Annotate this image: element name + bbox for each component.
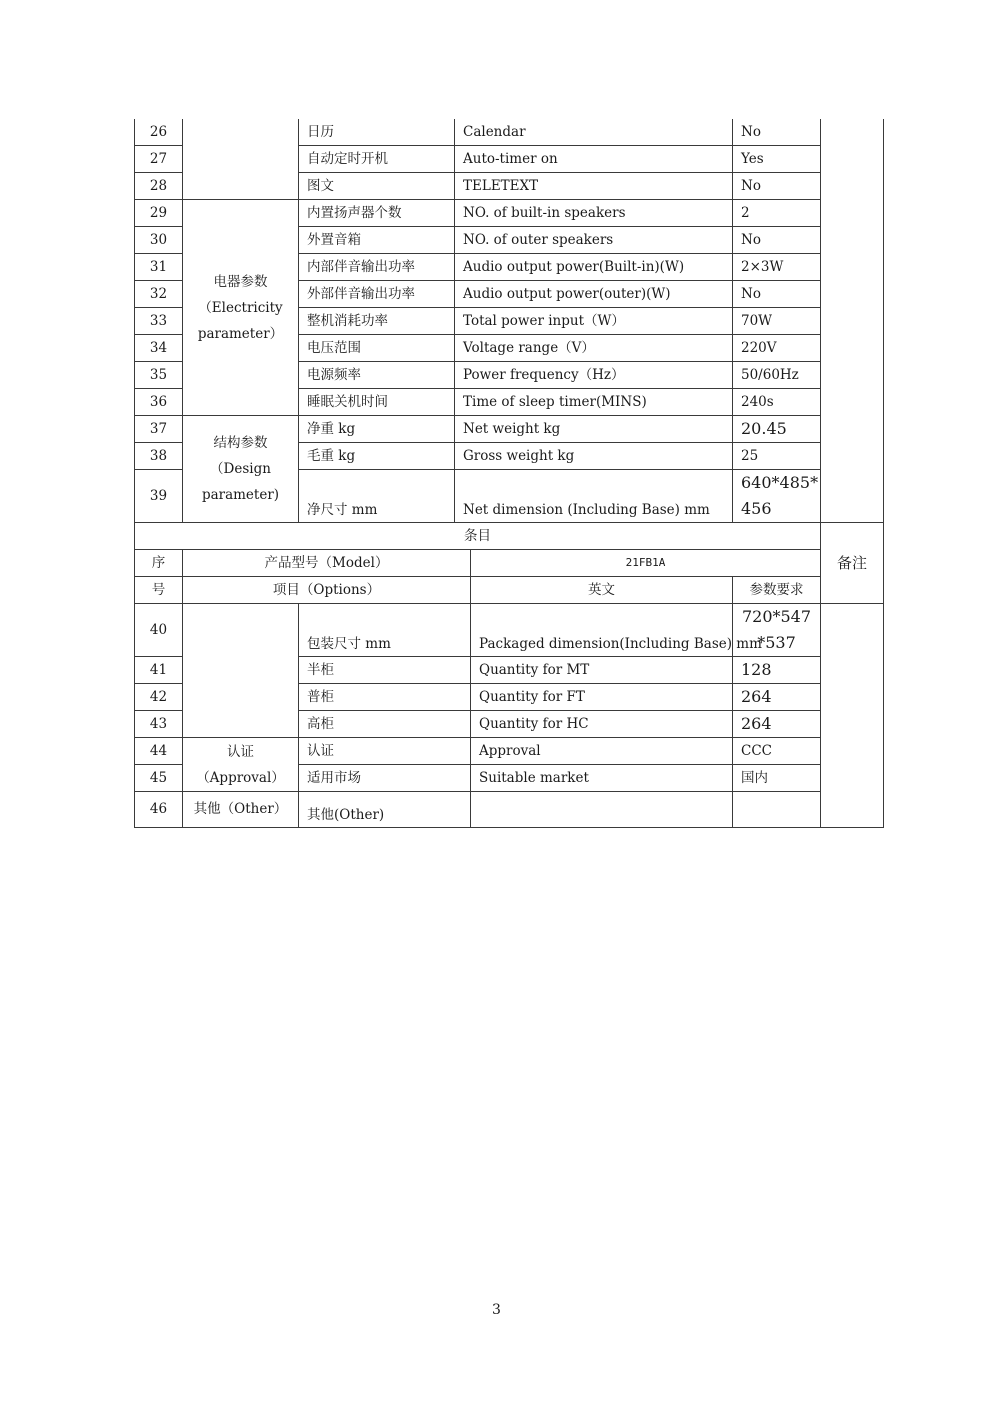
table-row bbox=[135, 200, 884, 227]
row-number: 43 bbox=[135, 711, 183, 738]
value-line-1: 720*547 bbox=[741, 607, 812, 626]
item-value: 20.45 bbox=[733, 416, 821, 443]
category-electricity bbox=[183, 200, 299, 416]
table-row bbox=[135, 738, 884, 765]
item-cn: 日历 bbox=[299, 119, 455, 146]
item-value bbox=[733, 470, 821, 523]
item-value: 国内 bbox=[733, 765, 821, 792]
category-cn: 电器参数 bbox=[213, 273, 268, 290]
category-en-1: （Electricity bbox=[198, 299, 283, 316]
model-value: 21FB1A bbox=[471, 550, 821, 577]
model-header-row bbox=[135, 550, 884, 577]
row-number: 45 bbox=[135, 765, 183, 792]
item-en: Quantity for HC bbox=[471, 711, 733, 738]
item-en: Gross weight kg bbox=[455, 443, 733, 470]
item-en bbox=[471, 792, 733, 828]
item-value: 2×3W bbox=[733, 254, 821, 281]
item-value bbox=[733, 792, 821, 828]
category-en-1: （Design bbox=[210, 461, 271, 477]
value-line-1: 640*485* bbox=[741, 473, 819, 492]
item-cn: 净重 kg bbox=[299, 416, 455, 443]
row-number: 28 bbox=[135, 173, 183, 200]
category-cell-empty bbox=[183, 604, 299, 738]
item-cn: 适用市场 bbox=[299, 765, 471, 792]
item-en: NO. of outer speakers bbox=[455, 227, 733, 254]
row-number: 46 bbox=[135, 792, 183, 828]
column-header-row bbox=[135, 577, 884, 604]
table-row bbox=[135, 792, 884, 828]
category-cn: 结构参数 bbox=[213, 435, 268, 451]
item-cn: 包装尺寸 mm bbox=[299, 604, 471, 657]
item-en: Net weight kg bbox=[455, 416, 733, 443]
model-label: 产品型号（Model） bbox=[183, 550, 471, 577]
item-en: Time of sleep timer(MINS) bbox=[455, 389, 733, 416]
item-en: Approval bbox=[471, 738, 733, 765]
item-value: 2 bbox=[733, 200, 821, 227]
item-value: CCC bbox=[733, 738, 821, 765]
item-en: Voltage range（V） bbox=[455, 335, 733, 362]
item-en: Net dimension (Including Base) mm bbox=[455, 470, 733, 523]
item-value: Yes bbox=[733, 146, 821, 173]
item-en: TELETEXT bbox=[455, 173, 733, 200]
item-value: 264 bbox=[733, 684, 821, 711]
item-cn: 电源频率 bbox=[299, 362, 455, 389]
item-cn: 外置音箱 bbox=[299, 227, 455, 254]
item-en: NO. of built-in speakers bbox=[455, 200, 733, 227]
item-value: 50/60Hz bbox=[733, 362, 821, 389]
row-number: 42 bbox=[135, 684, 183, 711]
item-value: 70W bbox=[733, 308, 821, 335]
item-cn: 半柜 bbox=[299, 657, 471, 684]
item-cn: 普柜 bbox=[299, 684, 471, 711]
category-en: （Approval） bbox=[196, 769, 285, 786]
category-en-2: parameter） bbox=[197, 325, 284, 342]
category-cell-empty bbox=[183, 119, 299, 200]
item-cn: 高柜 bbox=[299, 711, 471, 738]
section-header-row bbox=[135, 523, 884, 550]
remark-cell bbox=[821, 119, 884, 523]
item-value: No bbox=[733, 227, 821, 254]
seq-header-1: 序 bbox=[135, 550, 183, 577]
item-cn: 电压范围 bbox=[299, 335, 455, 362]
item-value: 25 bbox=[733, 443, 821, 470]
item-cn: 自动定时开机 bbox=[299, 146, 455, 173]
remark-cell bbox=[821, 604, 884, 828]
item-value: 240s bbox=[733, 389, 821, 416]
row-number: 26 bbox=[135, 119, 183, 146]
item-cn: 净尺寸 mm bbox=[299, 470, 455, 523]
item-en: Packaged dimension(Including Base) mm bbox=[471, 604, 733, 657]
item-en: Calendar bbox=[455, 119, 733, 146]
item-value: No bbox=[733, 173, 821, 200]
category-design bbox=[183, 416, 299, 523]
table-row bbox=[135, 604, 884, 657]
category-en-2: parameter) bbox=[201, 487, 280, 503]
row-number: 34 bbox=[135, 335, 183, 362]
row-number: 30 bbox=[135, 227, 183, 254]
page-number: 3 bbox=[492, 1302, 501, 1318]
item-en: Audio output power(Built-in)(W) bbox=[455, 254, 733, 281]
item-value: 220V bbox=[733, 335, 821, 362]
value-line-2: *537 bbox=[757, 633, 796, 652]
table-row bbox=[135, 119, 884, 146]
category-other: 其他（Other） bbox=[183, 792, 299, 828]
row-number: 44 bbox=[135, 738, 183, 765]
seq-header-2: 号 bbox=[135, 577, 183, 604]
value-line-2: 456 bbox=[741, 499, 772, 518]
item-cn: 其他(Other) bbox=[299, 792, 471, 828]
row-number: 31 bbox=[135, 254, 183, 281]
item-value: No bbox=[733, 119, 821, 146]
item-en: Quantity for MT bbox=[471, 657, 733, 684]
item-en: Auto-timer on bbox=[455, 146, 733, 173]
row-number: 37 bbox=[135, 416, 183, 443]
item-value: 128 bbox=[733, 657, 821, 684]
section-title: 条目 bbox=[135, 523, 821, 550]
item-en: Suitable market bbox=[471, 765, 733, 792]
item-cn: 认证 bbox=[299, 738, 471, 765]
item-en: Quantity for FT bbox=[471, 684, 733, 711]
item-cn: 睡眠关机时间 bbox=[299, 389, 455, 416]
table-row bbox=[135, 416, 884, 443]
row-number: 41 bbox=[135, 657, 183, 684]
row-number: 32 bbox=[135, 281, 183, 308]
item-value: 264 bbox=[733, 711, 821, 738]
row-number: 40 bbox=[135, 604, 183, 657]
category-cn: 认证 bbox=[227, 743, 254, 760]
requirement-header: 参数要求 bbox=[733, 577, 821, 604]
row-number: 36 bbox=[135, 389, 183, 416]
row-number: 33 bbox=[135, 308, 183, 335]
item-cn: 毛重 kg bbox=[299, 443, 455, 470]
item-value: No bbox=[733, 281, 821, 308]
item-cn: 整机消耗功率 bbox=[299, 308, 455, 335]
item-cn: 图文 bbox=[299, 173, 455, 200]
category-approval bbox=[183, 738, 299, 792]
item-en: Audio output power(outer)(W) bbox=[455, 281, 733, 308]
row-number: 27 bbox=[135, 146, 183, 173]
item-cn: 内置扬声器个数 bbox=[299, 200, 455, 227]
row-number: 39 bbox=[135, 470, 183, 523]
item-cn: 内部伴音输出功率 bbox=[299, 254, 455, 281]
remark-header: 备注 bbox=[821, 523, 884, 604]
row-number: 29 bbox=[135, 200, 183, 227]
item-en: Total power input（W） bbox=[455, 308, 733, 335]
row-number: 35 bbox=[135, 362, 183, 389]
spec-table bbox=[134, 119, 884, 828]
options-header: 项目（Options） bbox=[183, 577, 471, 604]
item-en: Power frequency（Hz） bbox=[455, 362, 733, 389]
english-header: 英文 bbox=[471, 577, 733, 604]
item-cn: 外部伴音输出功率 bbox=[299, 281, 455, 308]
row-number: 38 bbox=[135, 443, 183, 470]
